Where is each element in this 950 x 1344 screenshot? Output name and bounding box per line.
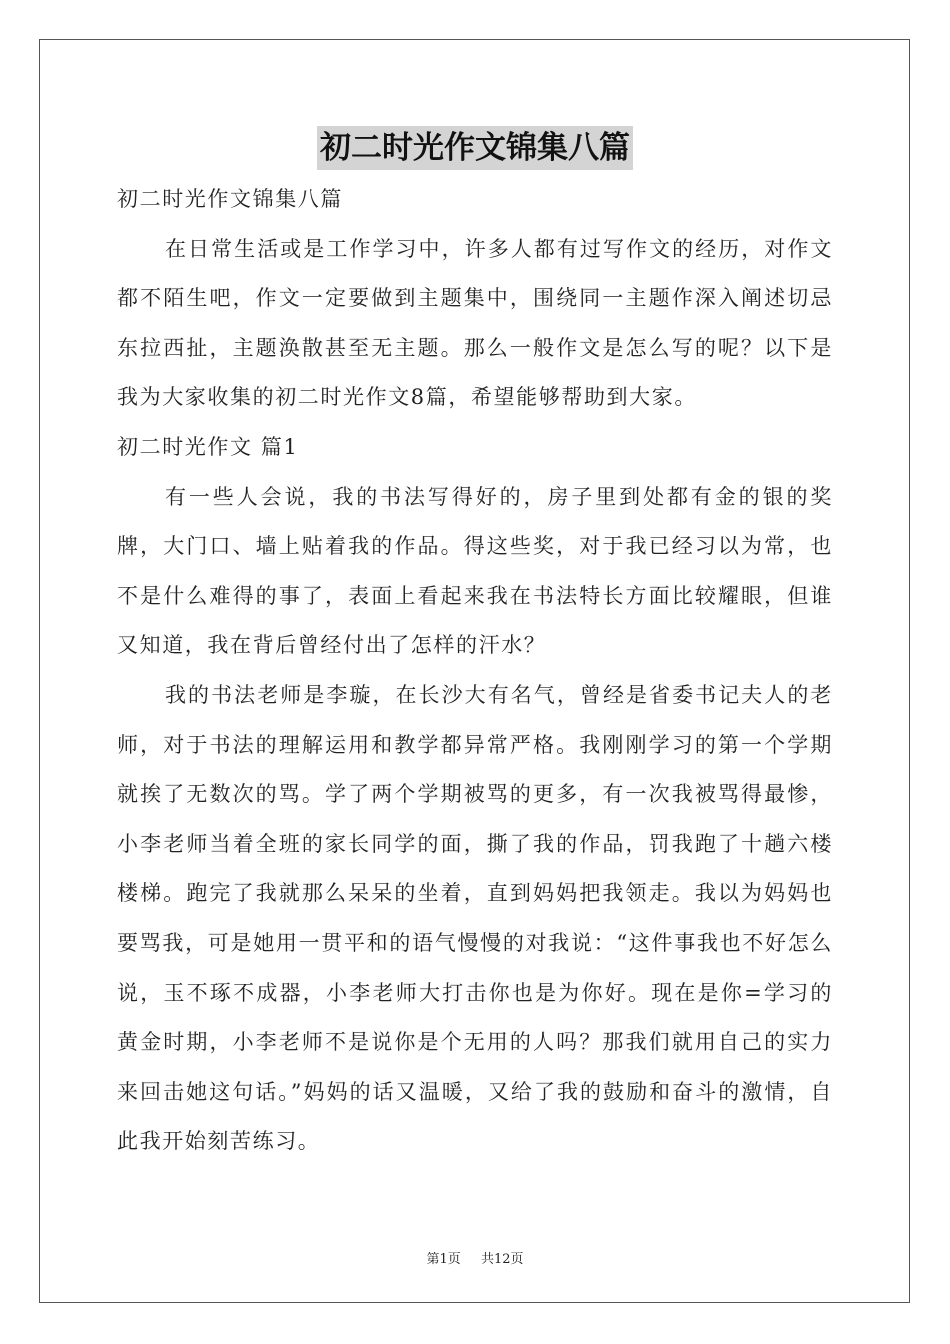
- section-heading: 初二时光作文 篇1: [117, 434, 299, 459]
- document-body: [117, 175, 833, 1167]
- page-total: 共12页: [480, 1252, 524, 1267]
- body-paragraph: 有一些人会说，我的书法写得好的，房子里到处都有金的银的奖牌，大门口、墙上贴着我的作品。得这些奖，对于我已经习以为常，也不是什么难得的事了，表面上看起来我在书法特长方面比较耀眼，但谁又知道，我在背后曾经付出了怎样的汗水？: [117, 484, 833, 658]
- body-paragraph: 我的书法老师是李璇，在长沙大有名气，曾经是省委书记夫人的老师，对于书法的理解运用和教学都异常严格。我刚刚学习的第一个学期就挨了无数次的骂。学了两个学期被骂的更多，有一次我被骂得最惨，小李老师当着全班的家长同学的面，撕了我的作品，罚我跑了十趟六楼楼梯。跑完了我就那么呆呆的坐着，直到妈妈把我领走。我以为妈妈也要骂我，可是她用一贯平和的语气慢慢的对我说：“这件事我也不好怎么说，玉不琢不成器，小李老师大打击你也是为你好。现在是你=学习的黄金时期，小李老师不是说你是个无用的人吗？那我们就用自己的实力来回击她这句话。”妈妈的话又温暖，又给了我的鼓励和奋斗的激情，自此我开始刻苦练习。: [117, 682, 833, 1154]
- document-subtitle: 初二时光作文锦集八篇: [117, 187, 343, 211]
- page-footer: [0, 1248, 950, 1267]
- intro-paragraph: 在日常生活或是工作学习中，许多人都有过写作文的经历，对作文都不陌生吧，作文一定要做到主题集中，围绕同一主题作深入阐述切忌东拉西扯，主题涣散甚至无主题。那么一般作文是怎么写的呢？以下是我为大家收集的初二时光作文8篇，希望能够帮助到大家。: [117, 236, 833, 410]
- title-container: [0, 126, 950, 170]
- document-title: 初二时光作文锦集八篇: [317, 126, 633, 170]
- page-number: 第1页: [426, 1252, 461, 1267]
